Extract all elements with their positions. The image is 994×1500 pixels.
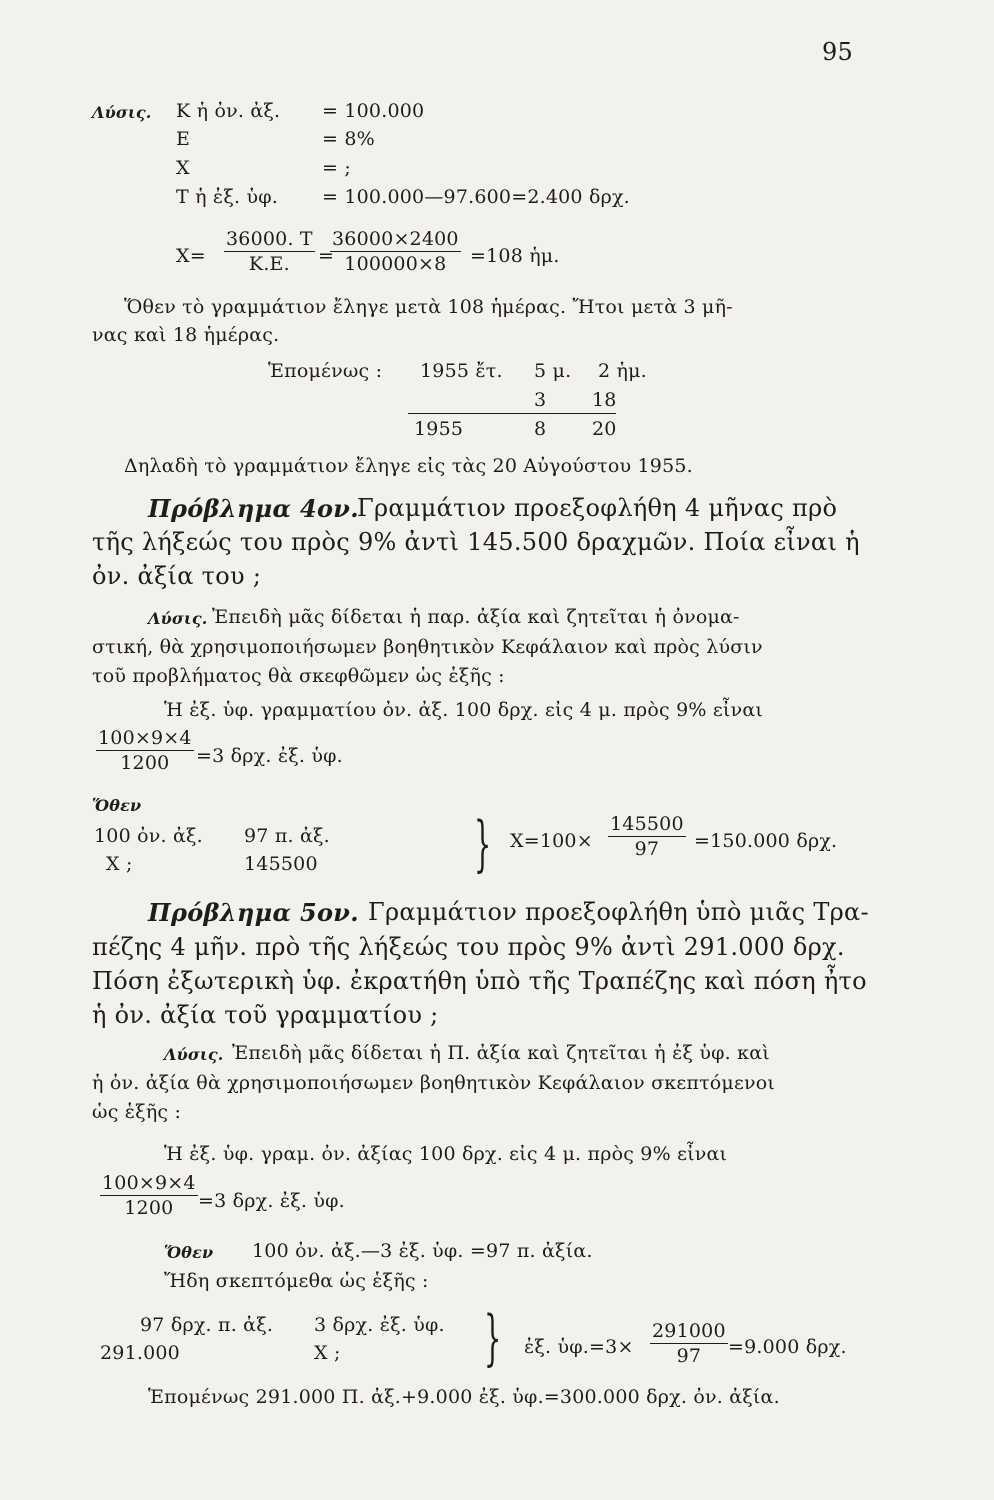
problem-5-solution-line-3: ὡς ἑξῆς :: [92, 1101, 182, 1123]
problem-5-fraction-num: 100×9×4: [102, 1172, 196, 1194]
paragraph-1-line-2: νας καὶ 18 ἡμέρας.: [92, 324, 280, 346]
othen-label-4: Ὅθεν: [92, 796, 142, 815]
problem-5-brace: }: [484, 1303, 502, 1373]
paragraph-1-line-1: Ὅθεν τὸ γραμμάτιον ἔληγε μετὰ 108 ἡμέρας. Ἤτοι μετὰ 3 μῆ-: [124, 296, 733, 318]
conclusion-1: Δηλαδὴ τὸ γραμμάτιον ἔληγε εἰς τὰς 20 Αὐγούστου 1955.: [124, 455, 693, 477]
problem-4-prop-row-1-left: 100 ὀν. ἀξ.: [94, 825, 203, 847]
problem-5-prop-row-1-left: 97 δρχ. π. ἀξ.: [140, 1314, 274, 1336]
formula-x-eq: X=: [176, 245, 206, 267]
formula-fraction-2: [330, 228, 461, 275]
given-row-2-value: = 8%: [322, 128, 375, 150]
date-row-3-years: 1955: [414, 418, 464, 440]
problem-4-prop-row-1-right: 97 π. ἀξ.: [244, 825, 330, 847]
given-row-2-label: E: [176, 128, 191, 150]
problem-5-line-2: πέζης 4 μῆν. πρὸ τῆς λήξεώς του πρὸς 9% ἀντὶ 291.000 δρχ.: [92, 933, 845, 961]
problem-4-solution-line-4: Ἡ ἐξ. ὑφ. γραμματίου ὀν. ἀξ. 100 δρχ. εἰς 4 μ. πρὸς 9% εἶναι: [164, 699, 763, 721]
problem-4-fraction-den: 1200: [120, 752, 170, 774]
date-row-2-days: 18: [592, 389, 617, 411]
formula-result: =108 ἡμ.: [470, 245, 560, 267]
problem-5-prop-row-2-left: 291.000: [100, 1342, 180, 1364]
problem-4-solution-line-3: τοῦ προβλήματος θὰ σκεφθῶμεν ὡς ἑξῆς :: [92, 665, 505, 687]
date-row-1-months: 5 μ.: [534, 360, 572, 382]
date-row-3-months: 8: [534, 418, 547, 440]
problem-4-x-fraction: [608, 813, 686, 860]
problem-4-x-num: 145500: [610, 813, 684, 835]
lysis-label-4: Λύσις.: [148, 609, 208, 628]
lysis-label-5: Λύσις.: [164, 1045, 224, 1064]
problem-4-prop-row-2-left: X ;: [106, 853, 133, 875]
problem-5-prop-row-1-right: 3 δρχ. ἐξ. ὑφ.: [314, 1314, 445, 1336]
date-sum-line: [408, 413, 616, 414]
problem-5-final: Ἑπομένως 291.000 Π. ἀξ.+9.000 ἐξ. ὑφ.=300.000 δρχ. ὀν. ἀξία.: [148, 1386, 780, 1408]
problem-5-line-4: ἡ ὀν. ἀξία τοῦ γραμματίου ;: [92, 1001, 439, 1029]
problem-4-x-eq: X=100×: [510, 830, 593, 852]
date-row-1-years: 1955 ἔτ.: [420, 360, 503, 382]
problem-4-title: Πρόβλημα 4ον.: [148, 494, 359, 523]
problem-5-title: Πρόβλημα 5ον.: [148, 898, 359, 927]
problem-4-x-den: 97: [634, 838, 660, 860]
problem-4-line-3: ὀν. ἀξία του ;: [92, 562, 262, 590]
given-row-3-value: = ;: [322, 157, 351, 179]
problem-5-fraction-den: 1200: [124, 1197, 174, 1219]
problem-4-brace: }: [474, 809, 492, 879]
problem-4-line-2: τῆς λήξεώς του πρὸς 9% ἀντὶ 145.500 δραχμῶν. Ποία εἶναι ἡ: [92, 528, 860, 556]
given-row-3-label: X: [176, 157, 190, 179]
formula-fraction-2-num: 36000×2400: [332, 228, 459, 250]
problem-5-solution-line-4: Ἡ ἐξ. ὑφ. γραμ. ὀν. ἀξίας 100 δρχ. εἰς 4 μ. πρὸς 9% εἶναι: [164, 1143, 728, 1165]
epomenos-label: Ἑπομένως :: [268, 360, 383, 382]
formula-fraction-1: [224, 228, 315, 275]
problem-5-line-1: Γραμμάτιον προεξοφλήθη ὑπὸ μιᾶς Τρα-: [368, 898, 869, 926]
date-row-1-days: 2 ἡμ.: [598, 360, 647, 382]
formula-fraction-1-num: 36000. T: [226, 228, 313, 250]
problem-5-solution-line-2: ἡ ὀν. ἀξία θὰ χρησιμοποιήσωμεν βοηθητικὸν Κεφάλαιον σκεπτόμενοι: [92, 1072, 776, 1094]
problem-4-fraction-num: 100×9×4: [98, 727, 192, 749]
page-number: 95: [822, 38, 853, 66]
problem-5-othen-text: 100 ὀν. ἀξ.—3 ἐξ. ὑφ. =97 π. ἀξία.: [252, 1240, 593, 1262]
date-row-3-days: 20: [592, 418, 617, 440]
problem-5-x-fraction: [650, 1320, 728, 1367]
problem-5-x-num: 291000: [652, 1320, 726, 1342]
problem-4-solution-line-2: στική, θὰ χρησιμοποιήσωμεν βοηθητικὸν Κεφάλαιον καὶ πρὸς λύσιν: [92, 636, 763, 658]
lysis-label-1: Λύσις.: [92, 103, 152, 122]
problem-5-interest-fraction: [100, 1172, 198, 1219]
problem-4-prop-row-2-right: 145500: [244, 853, 318, 875]
formula-fraction-1-den: K.E.: [248, 253, 290, 275]
given-row-1-value: = 100.000: [322, 100, 425, 122]
problem-4-fraction-result: =3 δρχ. ἐξ. ὑφ.: [196, 745, 343, 767]
problem-5-x-result: =9.000 δρχ.: [728, 1336, 847, 1358]
problem-4-line-1: Γραμμάτιον προεξοφλήθη 4 μῆνας πρὸ: [357, 494, 838, 522]
othen-label-5: Ὅθεν: [164, 1243, 214, 1262]
given-row-4-value: = 100.000—97.600=2.400 δρχ.: [322, 186, 630, 208]
problem-5-idi: Ἤδη σκεπτόμεθα ὡς ἑξῆς :: [164, 1270, 429, 1292]
problem-5-line-3: Πόση ἐξωτερικὴ ὑφ. ἐκρατήθη ὑπὸ τῆς Τραπέζης καὶ πόση ἦτο: [92, 967, 867, 995]
problem-5-x-den: 97: [676, 1345, 702, 1367]
formula-fraction-2-den: 100000×8: [344, 253, 447, 275]
problem-4-x-result: =150.000 δρχ.: [694, 830, 838, 852]
given-row-4-label: T ἡ ἐξ. ὑφ.: [176, 186, 278, 208]
formula-eq: =: [318, 245, 335, 267]
given-row-1-label: K ἡ ὀν. ἀξ.: [176, 100, 281, 122]
problem-5-solution-line-1: Ἐπειδὴ μᾶς δίδεται ἡ Π. ἀξία καὶ ζητεῖται ἡ ἐξ ὑφ. καὶ: [232, 1042, 770, 1064]
date-row-2-months: 3: [534, 389, 547, 411]
problem-5-prop-row-2-right: X ;: [314, 1342, 341, 1364]
problem-4-interest-fraction: [96, 727, 194, 774]
problem-5-fraction-result: =3 δρχ. ἐξ. ὑφ.: [198, 1190, 345, 1212]
problem-4-solution-line-1: Ἐπειδὴ μᾶς δίδεται ἡ παρ. ἀξία καὶ ζητεῖται ἡ ὀνομα-: [212, 606, 740, 628]
problem-5-x-eq: ἐξ. ὑφ.=3×: [524, 1336, 634, 1358]
